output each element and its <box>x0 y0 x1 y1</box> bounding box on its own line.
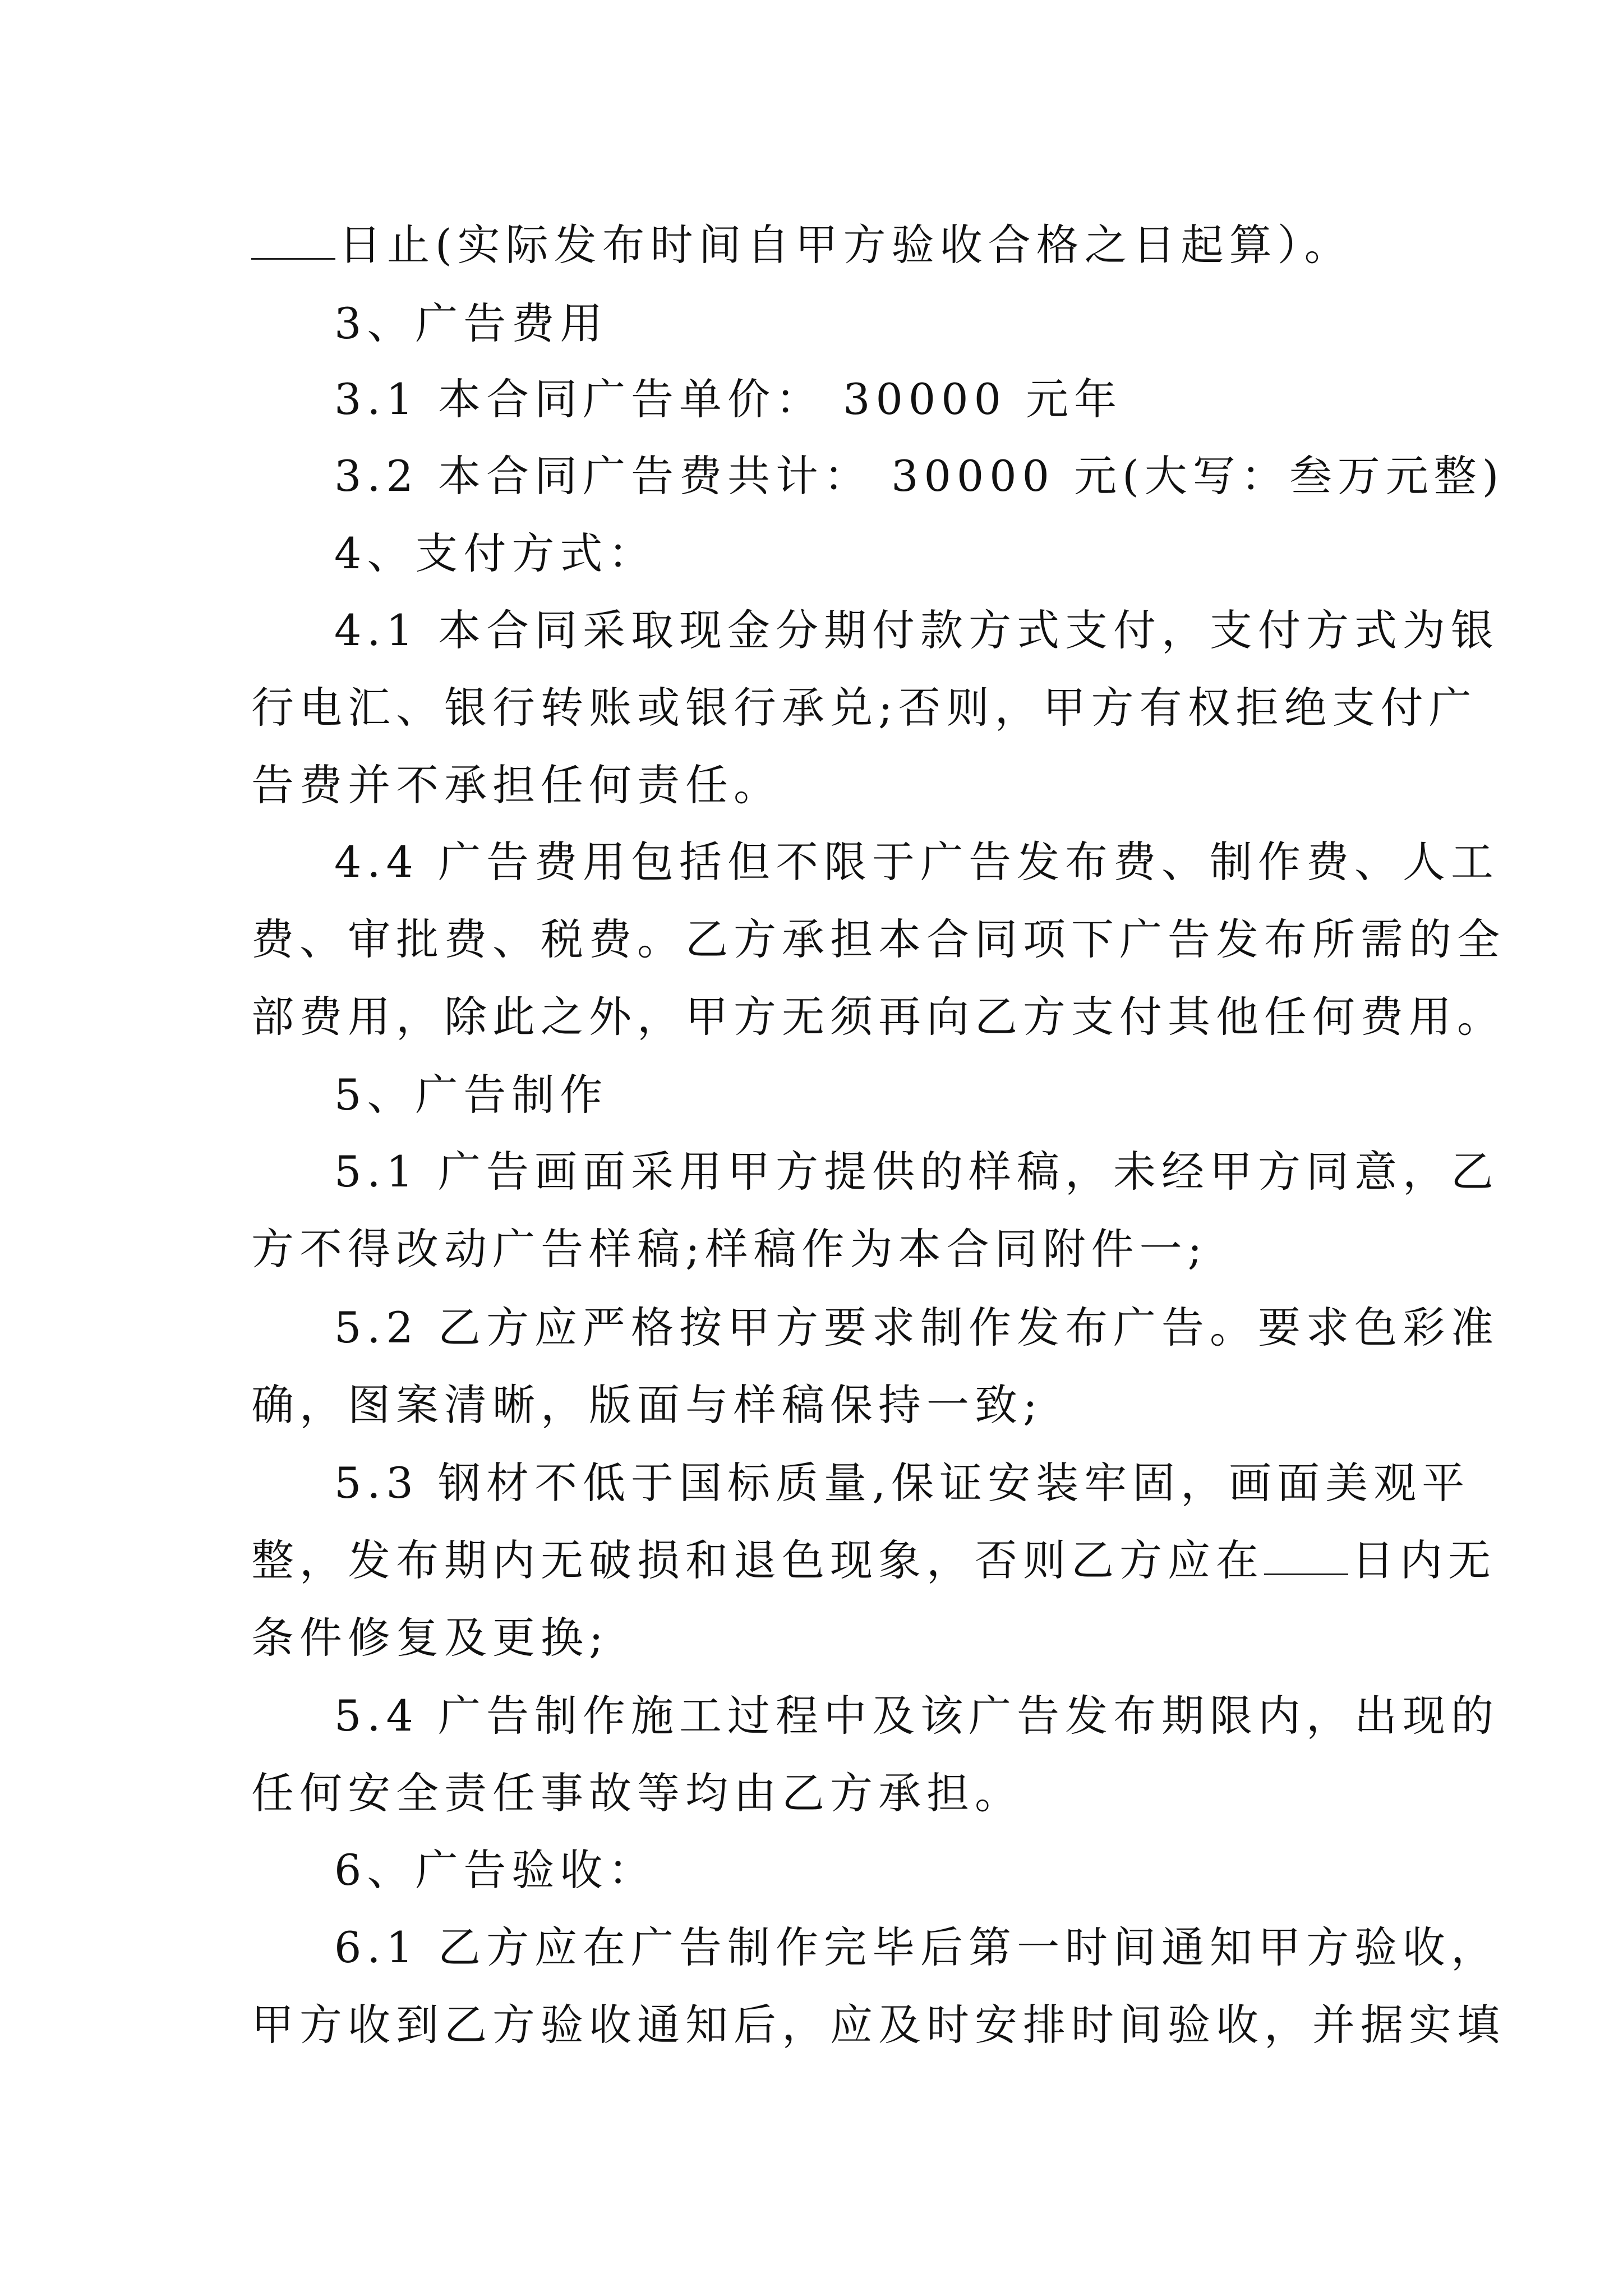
paragraph-4-1 <box>251 592 1500 824</box>
text-line: 告费并不承担任何责任。 <box>251 760 782 810</box>
fill-blank <box>1264 1569 1348 1575</box>
fill-blank <box>251 254 335 260</box>
text-line: 5.3 钢材不低于国标质量,保证安装牢固，画面美观平 <box>334 1458 1470 1508</box>
text-line: 部费用，除此之外，甲方无须再向乙方支付其他任何费用。 <box>251 992 1505 1042</box>
text-line: 确，图案清晰，版面与样稿保持一致; <box>251 1380 1043 1430</box>
paragraph-5-4 <box>251 1677 1500 1832</box>
text-line: 任何安全责任事故等均由乙方承担。 <box>251 1768 1023 1818</box>
heading-payment-method <box>251 515 1390 592</box>
paragraph-5-1 <box>251 1133 1500 1288</box>
text-line: 行电汇、银行转账或银行承兑;否则，甲方有权拒绝支付广 <box>251 683 1477 733</box>
text-line: 4、支付方式： <box>334 528 657 578</box>
text-line: 4.4 广告费用包括但不限于广告发布费、制作费、人工 <box>334 837 1500 887</box>
text-line: 3.1 本合同广告单价： 30000 元年 <box>334 374 1123 424</box>
paragraph-publish-end <box>251 206 1390 284</box>
paragraph-5-3 <box>251 1444 1496 1677</box>
text-line: 5、广告制作 <box>334 1070 608 1120</box>
text-line: 5.1 广告画面采用甲方提供的样稿，未经甲方同意，乙 <box>334 1147 1500 1197</box>
text-line: 方不得改动广告样稿;样稿作为本合同附件一; <box>251 1224 1208 1274</box>
text-line: 5.4 广告制作施工过程中及该广告发布期限内，出现的 <box>334 1691 1500 1741</box>
heading-ad-production <box>251 1056 1390 1134</box>
text-line: 6.1 乙方应在广告制作完毕后第一时间通知甲方验收， <box>334 1922 1500 1972</box>
paragraph-5-2 <box>251 1289 1500 1444</box>
text-line: 5.2 乙方应严格按甲方要求制作发布广告。要求色彩准 <box>334 1303 1500 1352</box>
heading-ad-fee <box>251 285 1390 362</box>
text-line: 4.1 本合同采取现金分期付款方式支付，支付方式为银 <box>334 605 1500 655</box>
text-line: 3.2 本合同广告费共计： 30000 元(大写：叁万元整) <box>334 451 1505 501</box>
heading-ad-acceptance <box>251 1832 1390 1909</box>
text-line: 日止(实际发布时间自甲方验收合格之日起算）。 <box>251 206 1390 284</box>
text-line: 甲方收到乙方验收通知后，应及时安排时间验收，并据实填 <box>251 2000 1505 2050</box>
text-line: 条件修复及更换; <box>251 1613 609 1663</box>
text-line: 整，发布期内无破损和退色现象，否则乙方应在 日内无 <box>251 1535 1496 1585</box>
paragraph-total-fee <box>251 438 1505 515</box>
paragraph-unit-price <box>251 361 1390 438</box>
text-line: 费、审批费、税费。乙方承担本合同项下广告发布所需的全 <box>251 914 1505 964</box>
paragraph-4-4 <box>251 823 1505 1056</box>
text-line: 6、广告验收： <box>334 1845 657 1895</box>
paragraph-6-1 <box>251 1909 1505 2064</box>
text-line: 3、广告费用 <box>334 298 608 348</box>
